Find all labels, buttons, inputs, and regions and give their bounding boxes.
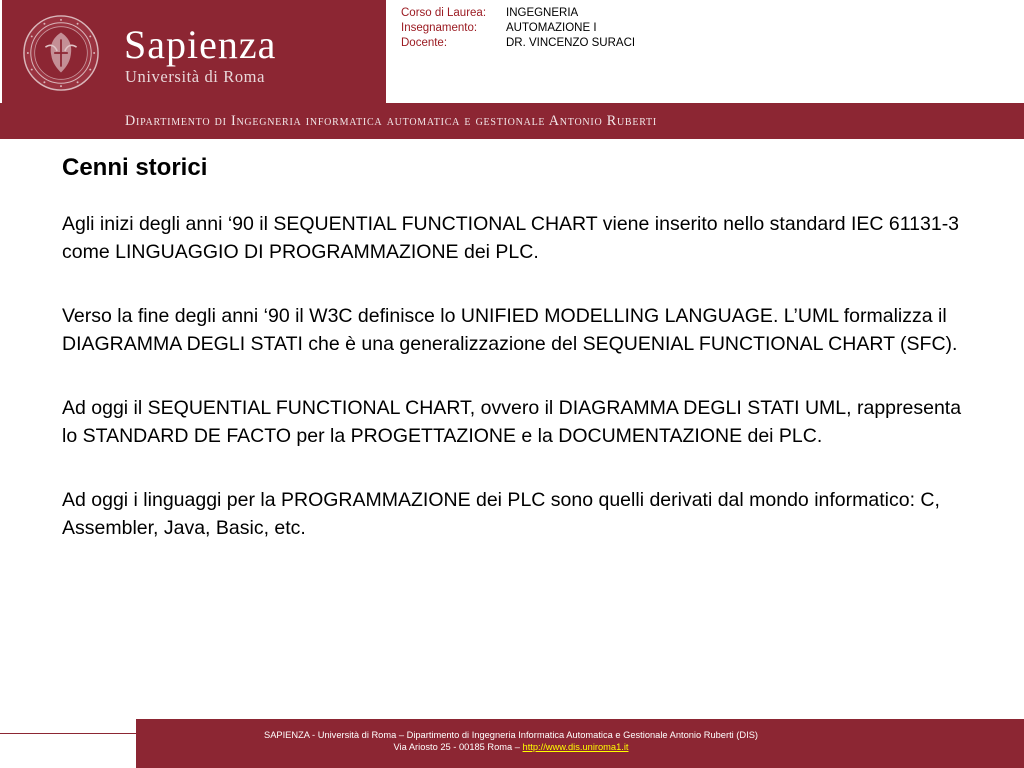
- course-value: INGEGNERIA: [506, 7, 579, 19]
- slide-content: [62, 150, 962, 578]
- footer-divider: [0, 733, 136, 734]
- footer-website-link[interactable]: http://www.dis.uniroma1.it: [522, 742, 629, 752]
- subject-value: AUTOMAZIONE I: [506, 22, 597, 34]
- teacher-value: DR. VINCENZO SURACI: [506, 37, 636, 49]
- course-info-row: [401, 6, 635, 21]
- subject-label: Insegnamento:: [401, 22, 478, 34]
- footer-line-2: [136, 741, 886, 753]
- footer-text: [136, 729, 886, 753]
- paragraph-4: Ad oggi i linguaggi per la PROGRAMMAZIONE dei PLC sono quelli derivati dal mondo informatico: C, Assembler, Java, Basic, etc.: [62, 489, 940, 539]
- course-info: [401, 6, 635, 51]
- teacher-info-row: [401, 36, 635, 51]
- department-name: Dipartimento di Ingegneria informatica automatica e gestionale Antonio Ruberti: [125, 113, 657, 129]
- paragraph-1: Agli inizi degli anni ‘90 il SEQUENTIAL FUNCTIONAL CHART viene inserito nello standard IEC 61131-3 come LINGUAGGIO DI PROGRAMMAZIONE dei PLC.: [62, 213, 960, 263]
- paragraph-3: Ad oggi il SEQUENTIAL FUNCTIONAL CHART, ovvero il DIAGRAMMA DEGLI STATI UML, rappresenta lo STANDARD DE FACTO per la PROGETTAZIONE e la DOCUMENTAZIONE dei PLC.: [62, 397, 962, 447]
- header-band-edge: [0, 0, 2, 103]
- university-subtitle: Università di Roma: [125, 67, 266, 86]
- footer-line-1: SAPIENZA - Università di Roma – Dipartimento di Ingegneria Informatica Automatica e Gestionale Antonio Ruberti (DIS): [264, 730, 758, 740]
- course-label: Corso di Laurea:: [401, 7, 487, 19]
- university-name: Sapienza: [124, 22, 277, 67]
- subject-info-row: [401, 21, 635, 36]
- paragraph-2: Verso la fine degli anni ‘90 il W3C definisce lo UNIFIED MODELLING LANGUAGE. L’UML formalizza il DIAGRAMMA DEGLI STATI che è una generalizzazione del SEQUENIAL FUNCTIONAL CHART (SFC).: [62, 305, 958, 355]
- sapienza-seal-icon: [22, 14, 100, 92]
- slide-title: Cenni storici: [62, 154, 208, 181]
- teacher-label: Docente:: [401, 37, 448, 49]
- footer-address: Via Ariosto 25 - 00185 Roma –: [393, 742, 523, 752]
